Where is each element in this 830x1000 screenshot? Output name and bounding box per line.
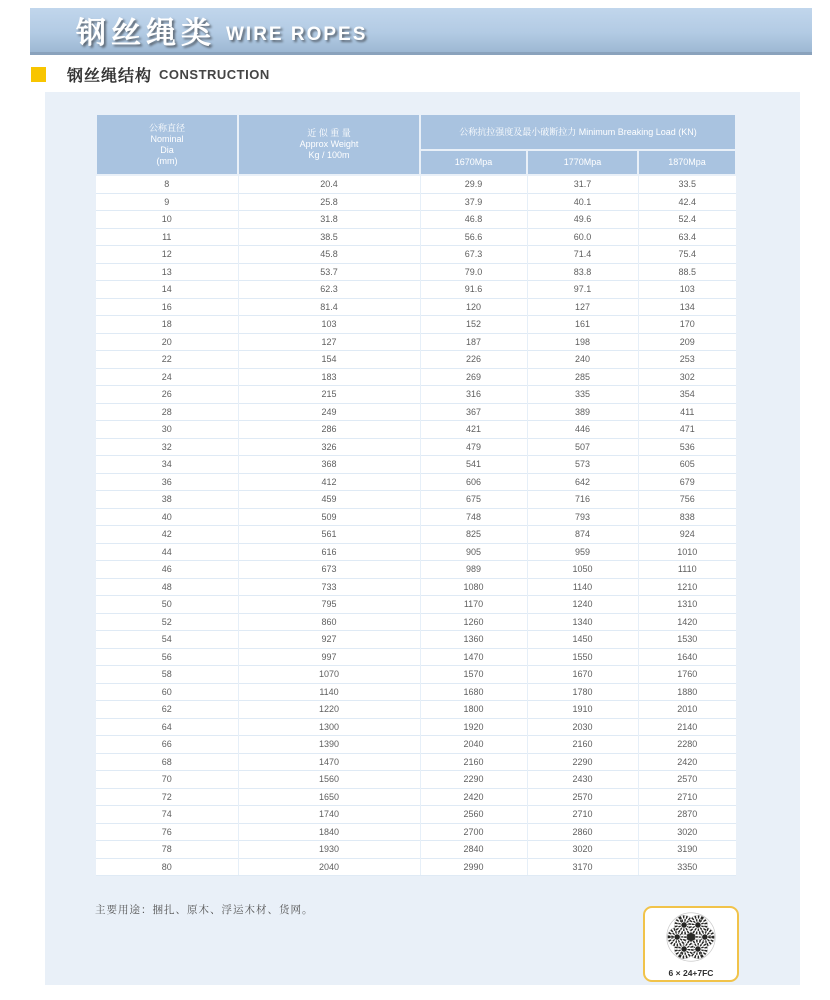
cell-mbl-1670: 37.9 [420,193,527,211]
cell-mbl-1770: 2430 [527,771,638,789]
cell-approx-weight: 459 [238,491,420,509]
cell-approx-weight: 183 [238,368,420,386]
page-title-zh: 钢丝绳类 [76,17,216,50]
cell-mbl-1870: 2710 [638,788,736,806]
cell-mbl-1870: 88.5 [638,263,736,281]
cell-approx-weight: 860 [238,613,420,631]
cell-mbl-1670: 606 [420,473,527,491]
cell-nominal-dia: 60 [96,683,238,701]
cell-nominal-dia: 14 [96,281,238,299]
cell-nominal-dia: 42 [96,526,238,544]
cell-approx-weight: 997 [238,648,420,666]
table-row [96,403,736,421]
cell-mbl-1870: 1760 [638,666,736,684]
cell-approx-weight: 927 [238,631,420,649]
cell-approx-weight: 1390 [238,736,420,754]
yellow-square-bullet-icon [31,67,46,82]
cell-mbl-1770: 959 [527,543,638,561]
cell-mbl-1870: 471 [638,421,736,439]
cell-approx-weight: 509 [238,508,420,526]
cell-nominal-dia: 16 [96,298,238,316]
cell-nominal-dia: 62 [96,701,238,719]
cell-nominal-dia: 28 [96,403,238,421]
column-header-nominal-dia: 公称直径 Nominal Dia (mm) [96,114,238,175]
cell-mbl-1870: 63.4 [638,228,736,246]
cell-mbl-1870: 2570 [638,771,736,789]
cell-mbl-1870: 536 [638,438,736,456]
cell-approx-weight: 1930 [238,841,420,859]
cell-approx-weight: 154 [238,351,420,369]
cell-nominal-dia: 13 [96,263,238,281]
cell-nominal-dia: 26 [96,386,238,404]
cell-nominal-dia: 70 [96,771,238,789]
table-row [96,491,736,509]
cell-nominal-dia: 52 [96,613,238,631]
cell-approx-weight: 1650 [238,788,420,806]
section-heading [31,63,270,86]
cell-nominal-dia: 78 [96,841,238,859]
table-row [96,858,736,876]
table-row [96,211,736,229]
cell-approx-weight: 215 [238,386,420,404]
cell-mbl-1670: 479 [420,438,527,456]
cell-mbl-1770: 2030 [527,718,638,736]
cell-nominal-dia: 9 [96,193,238,211]
cell-mbl-1870: 2870 [638,806,736,824]
column-header-approx-weight: 近 似 重 量 Approx Weight Kg / 100m [238,114,420,175]
cell-mbl-1870: 605 [638,456,736,474]
table-row [96,771,736,789]
cell-nominal-dia: 10 [96,211,238,229]
cell-mbl-1770: 1550 [527,648,638,666]
cell-mbl-1670: 187 [420,333,527,351]
cell-mbl-1870: 3020 [638,823,736,841]
table-row [96,386,736,404]
cell-mbl-1670: 1360 [420,631,527,649]
table-row [96,683,736,701]
cell-mbl-1870: 1110 [638,561,736,579]
cell-mbl-1670: 1260 [420,613,527,631]
table-row [96,298,736,316]
cell-mbl-1670: 316 [420,386,527,404]
cell-mbl-1870: 134 [638,298,736,316]
cell-mbl-1670: 1470 [420,648,527,666]
column-header-grade-1670: 1670Mpa [420,150,527,175]
table-row [96,701,736,719]
cell-approx-weight: 733 [238,578,420,596]
cell-mbl-1670: 46.8 [420,211,527,229]
table-row [96,666,736,684]
table-header [96,114,736,175]
cell-approx-weight: 368 [238,456,420,474]
cell-nominal-dia: 11 [96,228,238,246]
cell-mbl-1870: 209 [638,333,736,351]
cell-mbl-1770: 1050 [527,561,638,579]
cell-nominal-dia: 56 [96,648,238,666]
cell-nominal-dia: 46 [96,561,238,579]
cell-mbl-1770: 573 [527,456,638,474]
cell-nominal-dia: 64 [96,718,238,736]
table-row [96,718,736,736]
cell-mbl-1870: 1420 [638,613,736,631]
cell-mbl-1770: 2570 [527,788,638,806]
table-row [96,228,736,246]
table-row [96,631,736,649]
cell-nominal-dia: 58 [96,666,238,684]
cell-mbl-1770: 31.7 [527,175,638,193]
page-title-en: WIRE ROPES [226,24,368,45]
column-header-breaking-load: 公称抗拉强度及最小破断拉力 Minimum Breaking Load (KN) [420,114,736,150]
cell-nominal-dia: 34 [96,456,238,474]
cell-mbl-1670: 2290 [420,771,527,789]
cell-mbl-1670: 152 [420,316,527,334]
cell-approx-weight: 38.5 [238,228,420,246]
cell-mbl-1770: 335 [527,386,638,404]
cell-approx-weight: 1560 [238,771,420,789]
cell-mbl-1770: 60.0 [527,228,638,246]
spec-table [95,113,737,876]
cell-mbl-1770: 198 [527,333,638,351]
cell-mbl-1770: 49.6 [527,211,638,229]
cell-mbl-1770: 3020 [527,841,638,859]
usage-note: 主要用途：捆扎、原木、浮运木材、货网。 [95,904,314,916]
cell-mbl-1670: 367 [420,403,527,421]
cell-mbl-1870: 924 [638,526,736,544]
section-title-zh: 钢丝绳结构 [67,68,153,85]
cell-approx-weight: 1300 [238,718,420,736]
cell-mbl-1670: 2160 [420,753,527,771]
table-row [96,263,736,281]
cell-mbl-1670: 1170 [420,596,527,614]
cell-mbl-1670: 675 [420,491,527,509]
table-row [96,578,736,596]
cell-nominal-dia: 68 [96,753,238,771]
cell-approx-weight: 412 [238,473,420,491]
cell-mbl-1670: 2420 [420,788,527,806]
cell-mbl-1870: 354 [638,386,736,404]
cell-mbl-1670: 1800 [420,701,527,719]
cell-approx-weight: 31.8 [238,211,420,229]
cell-mbl-1770: 83.8 [527,263,638,281]
table-row [96,473,736,491]
cell-approx-weight: 103 [238,316,420,334]
cell-approx-weight: 53.7 [238,263,420,281]
cell-approx-weight: 616 [238,543,420,561]
cell-approx-weight: 1740 [238,806,420,824]
cell-mbl-1670: 91.6 [420,281,527,299]
cell-approx-weight: 673 [238,561,420,579]
cell-mbl-1870: 302 [638,368,736,386]
cell-nominal-dia: 74 [96,806,238,824]
cell-mbl-1770: 2290 [527,753,638,771]
cell-nominal-dia: 12 [96,246,238,264]
cell-mbl-1870: 2140 [638,718,736,736]
cell-mbl-1770: 240 [527,351,638,369]
table-row [96,246,736,264]
cell-mbl-1670: 79.0 [420,263,527,281]
cell-approx-weight: 20.4 [238,175,420,193]
cell-mbl-1770: 642 [527,473,638,491]
table-row [96,823,736,841]
table-row [96,543,736,561]
cell-mbl-1670: 1570 [420,666,527,684]
cell-mbl-1770: 2160 [527,736,638,754]
cell-mbl-1870: 2010 [638,701,736,719]
cell-mbl-1870: 756 [638,491,736,509]
cell-nominal-dia: 72 [96,788,238,806]
rope-cross-section-icon [665,911,717,963]
cell-approx-weight: 2040 [238,858,420,876]
table-row [96,438,736,456]
cell-mbl-1770: 1910 [527,701,638,719]
table-row [96,596,736,614]
table-row [96,753,736,771]
cell-mbl-1870: 170 [638,316,736,334]
cell-mbl-1870: 42.4 [638,193,736,211]
cell-mbl-1870: 1310 [638,596,736,614]
cell-mbl-1670: 226 [420,351,527,369]
table-row [96,281,736,299]
cell-mbl-1870: 411 [638,403,736,421]
cell-mbl-1670: 2560 [420,806,527,824]
cell-mbl-1870: 1880 [638,683,736,701]
cell-mbl-1770: 3170 [527,858,638,876]
table-row [96,333,736,351]
table-row [96,736,736,754]
table-row [96,806,736,824]
cell-mbl-1670: 541 [420,456,527,474]
cell-mbl-1770: 161 [527,316,638,334]
cell-mbl-1770: 1140 [527,578,638,596]
cell-nominal-dia: 32 [96,438,238,456]
cell-mbl-1770: 1670 [527,666,638,684]
cell-mbl-1670: 29.9 [420,175,527,193]
cell-mbl-1770: 2710 [527,806,638,824]
cell-approx-weight: 1470 [238,753,420,771]
table-row [96,316,736,334]
cell-approx-weight: 25.8 [238,193,420,211]
cell-mbl-1670: 67.3 [420,246,527,264]
cell-approx-weight: 81.4 [238,298,420,316]
cell-nominal-dia: 76 [96,823,238,841]
cell-nominal-dia: 18 [96,316,238,334]
cell-mbl-1670: 2700 [420,823,527,841]
cell-mbl-1670: 2840 [420,841,527,859]
cell-mbl-1870: 1640 [638,648,736,666]
table-row [96,613,736,631]
cell-mbl-1670: 56.6 [420,228,527,246]
cell-approx-weight: 326 [238,438,420,456]
cell-mbl-1670: 421 [420,421,527,439]
cell-approx-weight: 1140 [238,683,420,701]
cell-mbl-1770: 389 [527,403,638,421]
cell-approx-weight: 249 [238,403,420,421]
cell-mbl-1870: 838 [638,508,736,526]
cell-approx-weight: 127 [238,333,420,351]
cell-nominal-dia: 22 [96,351,238,369]
cell-nominal-dia: 50 [96,596,238,614]
cell-mbl-1670: 748 [420,508,527,526]
cell-mbl-1670: 1680 [420,683,527,701]
cell-mbl-1870: 52.4 [638,211,736,229]
cell-approx-weight: 1070 [238,666,420,684]
cell-mbl-1670: 2040 [420,736,527,754]
cell-approx-weight: 286 [238,421,420,439]
column-header-grade-1770: 1770Mpa [527,150,638,175]
cell-mbl-1670: 269 [420,368,527,386]
table-row [96,456,736,474]
cell-mbl-1770: 1240 [527,596,638,614]
cell-mbl-1670: 905 [420,543,527,561]
cell-mbl-1770: 1340 [527,613,638,631]
cell-approx-weight: 62.3 [238,281,420,299]
cell-nominal-dia: 80 [96,858,238,876]
cell-nominal-dia: 38 [96,491,238,509]
cell-nominal-dia: 24 [96,368,238,386]
cell-mbl-1870: 2280 [638,736,736,754]
cell-mbl-1870: 103 [638,281,736,299]
cell-mbl-1870: 253 [638,351,736,369]
table-row [96,561,736,579]
cell-mbl-1870: 679 [638,473,736,491]
cell-approx-weight: 1220 [238,701,420,719]
cell-nominal-dia: 48 [96,578,238,596]
cell-mbl-1770: 507 [527,438,638,456]
cell-nominal-dia: 54 [96,631,238,649]
cell-mbl-1870: 2420 [638,753,736,771]
section-title-en: CONSTRUCTION [159,67,270,82]
cell-mbl-1670: 1920 [420,718,527,736]
table-row [96,526,736,544]
cell-mbl-1770: 716 [527,491,638,509]
cell-mbl-1670: 1080 [420,578,527,596]
cell-mbl-1770: 285 [527,368,638,386]
table-row [96,368,736,386]
table-row [96,193,736,211]
cell-mbl-1770: 127 [527,298,638,316]
content-panel [45,92,800,985]
cell-mbl-1670: 120 [420,298,527,316]
table-body [96,175,736,876]
cell-mbl-1670: 2990 [420,858,527,876]
cell-mbl-1870: 1530 [638,631,736,649]
page-header-band [30,8,812,55]
cell-approx-weight: 1840 [238,823,420,841]
rope-construction-label: 6 × 24+7FC [668,968,714,978]
table-row [96,788,736,806]
cell-mbl-1870: 33.5 [638,175,736,193]
table-row [96,351,736,369]
cell-mbl-1770: 71.4 [527,246,638,264]
table-row [96,508,736,526]
cell-nominal-dia: 30 [96,421,238,439]
cell-mbl-1770: 40.1 [527,193,638,211]
cell-nominal-dia: 40 [96,508,238,526]
cell-mbl-1770: 2860 [527,823,638,841]
table-row [96,175,736,193]
cell-nominal-dia: 44 [96,543,238,561]
cell-mbl-1870: 3350 [638,858,736,876]
cell-nominal-dia: 66 [96,736,238,754]
cell-mbl-1670: 825 [420,526,527,544]
cell-mbl-1770: 793 [527,508,638,526]
cell-nominal-dia: 36 [96,473,238,491]
cell-mbl-1770: 1450 [527,631,638,649]
cell-mbl-1770: 446 [527,421,638,439]
table-row [96,648,736,666]
rope-diagram-box [643,906,739,982]
column-header-grade-1870: 1870Mpa [638,150,736,175]
table-row [96,421,736,439]
cell-mbl-1770: 1780 [527,683,638,701]
cell-mbl-1870: 1210 [638,578,736,596]
cell-approx-weight: 45.8 [238,246,420,264]
cell-nominal-dia: 8 [96,175,238,193]
cell-mbl-1870: 1010 [638,543,736,561]
table-row [96,841,736,859]
cell-approx-weight: 561 [238,526,420,544]
cell-mbl-1770: 97.1 [527,281,638,299]
cell-nominal-dia: 20 [96,333,238,351]
cell-mbl-1670: 989 [420,561,527,579]
cell-mbl-1870: 3190 [638,841,736,859]
cell-mbl-1770: 874 [527,526,638,544]
cell-approx-weight: 795 [238,596,420,614]
cell-mbl-1870: 75.4 [638,246,736,264]
